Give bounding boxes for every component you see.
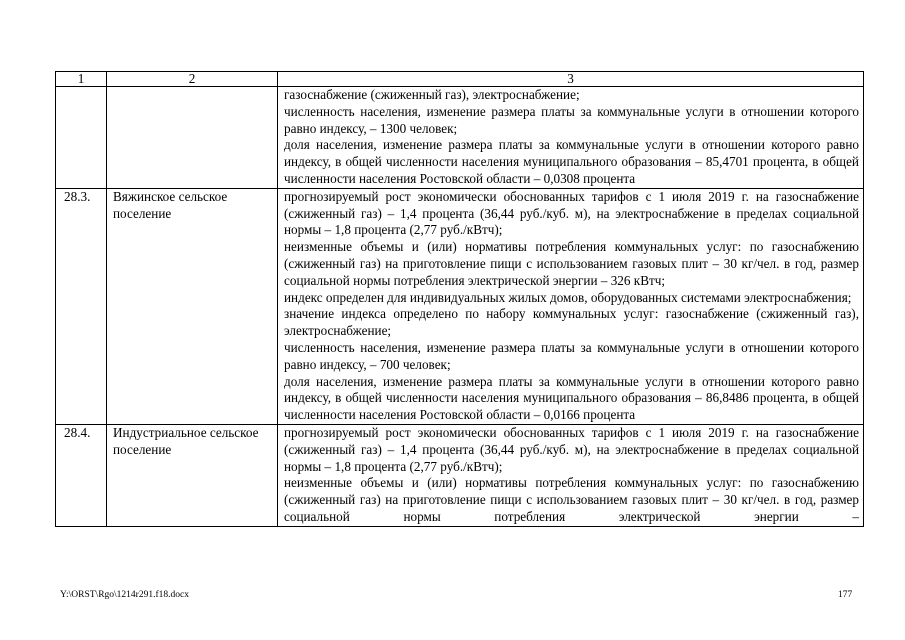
table-header-row	[56, 72, 864, 87]
table-body	[56, 72, 864, 527]
description-paragraph: газоснабжение (сжиженный газ), электроснабжение;	[284, 87, 580, 102]
table-row	[56, 87, 864, 189]
index-description	[278, 424, 864, 526]
row-number	[56, 87, 107, 189]
table-row	[56, 188, 864, 424]
description-paragraph: доля населения, изменение размера платы за коммунальные услуги в отношении которого равно индексу, в общей численности населения муниципального образования – 86,8486 процента, в общей численности населения Ростовской области – 0,0166 процента	[284, 373, 859, 423]
description-paragraph: неизменные объемы и (или) нормативы потребления коммунальных услуг: по газоснабжению (сжиженный газ) на приготовление пищи с использованием газовых плит – 30 кг/чел. в год, размер социальной нормы потребления электрической энергии –	[284, 475, 859, 524]
description-paragraph: значение индекса определено по набору коммунальных услуг: газоснабжение (сжиженный газ), электроснабжение;	[284, 306, 859, 339]
column-header-2: 2	[107, 72, 278, 87]
column-header-1: 1	[56, 72, 107, 87]
tariff-table	[55, 71, 864, 527]
description-paragraph: индекс определен для индивидуальных жилых домов, оборудованных системами электроснабжения;	[284, 289, 852, 305]
footer-file-path: Y:\ORST\Rgo\1214r291.f18.docx	[60, 590, 189, 600]
table-row	[56, 424, 864, 526]
footer-page-number: 177	[838, 590, 853, 600]
index-description	[278, 87, 864, 189]
settlement-name	[107, 87, 278, 189]
description-paragraph: доля населения, изменение размера платы за коммунальные услуги в отношении которого равно индексу, в общей численности населения муниципального образования – 85,4701 процента, в общей численности населения Ростовской области – 0,0308 процента	[284, 137, 859, 186]
index-description	[278, 188, 864, 424]
description-paragraph: прогнозируемый рост экономически обоснованных тарифов с 1 июля 2019 г. на газоснабжение (сжиженный газ) – 1,4 процента (36,44 руб./куб. м), на электроснабжение в пределах социальной нормы – 1,8 процента (2,77 руб./кВтч);	[284, 424, 859, 474]
column-header-3: 3	[278, 72, 864, 87]
row-number: 28.3.	[56, 188, 107, 424]
row-number: 28.4.	[56, 424, 107, 526]
description-paragraph: прогнозируемый рост экономически обоснованных тарифов с 1 июля 2019 г. на газоснабжение (сжиженный газ) – 1,4 процента (36,44 руб./куб. м), на электроснабжение в пределах социальной нормы – 1,8 процента (2,77 руб./кВтч);	[284, 188, 859, 238]
description-paragraph: численность населения, изменение размера платы за коммунальные услуги в отношении которого равно индексу, – 700 человек;	[284, 339, 859, 372]
settlement-name: Вяжинское сельское поселение	[107, 188, 278, 424]
description-paragraph: неизменные объемы и (или) нормативы потребления коммунальных услуг: по газоснабжению (сжиженный газ) на приготовление пищи с использованием газовых плит – 30 кг/чел. в год, размер социальной нормы потребления электрической энергии – 326 кВтч;	[284, 239, 859, 288]
settlement-name: Индустриальное сельское поселение	[107, 424, 278, 526]
description-paragraph: численность населения, изменение размера платы за коммунальные услуги в отношении которого равно индексу, – 1300 человек;	[284, 103, 859, 136]
